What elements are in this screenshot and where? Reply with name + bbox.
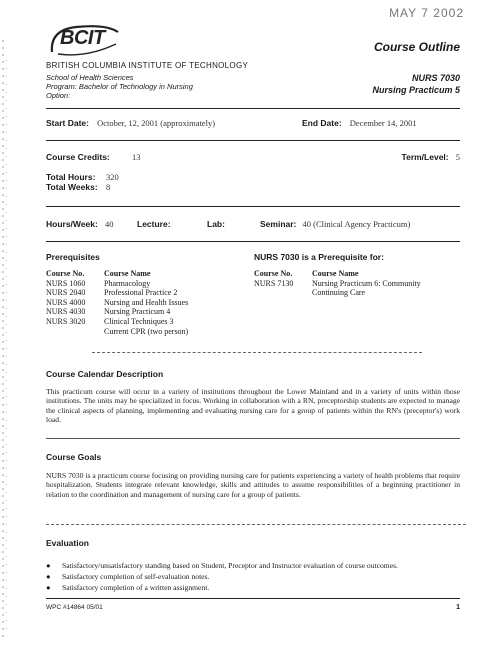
prerequisites-table [46,269,246,336]
course-credits-label: Course Credits: [46,152,110,162]
total-weeks-value: 8 [106,182,111,192]
end-date [302,118,417,128]
table-row [46,317,246,327]
total-hours [46,172,119,182]
total-hours-value: 320 [106,172,119,182]
prerequisites-divider [92,352,422,353]
table-row [254,279,464,289]
calendar-description: This practicum course will occur in a variety of institutions throughout the Lower Mainland and in a variety of units within those institutions. The units may be specialized in focus. Working in collaboration with a RN, preceptorship students are expected to manage the clinical aspects of planning, implementing and evaluating nursing care for a group of patients within the RN's (preceptor's) work load. [46,387,460,425]
course-name: Nursing and Health Issues [104,297,189,307]
lab-label: Lab: [207,219,225,229]
seminar-label: Seminar: [260,219,297,229]
evaluation-list [46,560,466,593]
bullet-icon: ● [46,583,51,592]
calendar-divider [46,438,460,439]
start-date [46,118,215,128]
table-row [46,307,246,317]
course-no: NURS 7130 [254,278,294,288]
evaluation-item-text: Satisfactory completion of a written assignment. [62,583,210,592]
list-item [46,582,466,593]
end-date-value: December 14, 2001 [349,118,417,128]
total-weeks-label: Total Weeks: [46,182,98,192]
table-row [254,288,464,298]
term-level [402,152,460,162]
prerequisite-for-header-row [254,269,464,279]
credits-divider [46,206,460,207]
calendar-heading: Course Calendar Description [46,369,164,379]
course-no: NURS 2040 [46,288,86,298]
dates-divider [46,140,460,141]
goals-heading: Course Goals [46,452,102,462]
col-course-name: Course Name [104,269,151,278]
hours-week-label: Hours/Week: [46,219,98,229]
total-hours-label: Total Hours: [46,172,96,182]
course-name: Nursing Practicum 4 [104,307,171,317]
form-number: WPC #14864 05/01 [46,604,103,611]
total-weeks [46,182,111,192]
col-course-no: Course No. [254,269,293,278]
course-credits [46,152,141,162]
course-no: NURS 4000 [46,297,86,307]
logo-wordmark: BCIT [60,27,105,49]
evaluation-heading: Evaluation [46,538,89,548]
prerequisites-header-row [46,269,246,279]
end-date-label: End Date: [302,118,342,128]
course-no: NURS 1060 [46,278,86,288]
course-name: Pharmacology [104,278,151,288]
start-date-value: October, 12, 2001 (approximately) [97,118,216,128]
school-info [46,73,193,100]
list-item [46,560,466,571]
header-divider [46,108,460,109]
table-row [46,298,246,308]
goals-divider [46,524,466,525]
course-name: Nursing Practicum 5 [372,85,460,95]
lecture-label: Lecture: [137,219,171,229]
scan-edge-noise [0,0,8,647]
bullet-icon: ● [46,572,51,581]
list-item [46,571,466,582]
option-label: Option: [46,91,71,100]
course-heading [372,72,460,96]
document-title: Course Outline [373,40,460,54]
col-course-no: Course No. [46,269,85,278]
course-no: NURS 4030 [46,307,86,317]
course-name: Nursing Practicum 6: Community [312,278,421,288]
course-name: Continuing Care [312,288,366,298]
evaluation-item-text: Satisfactory completion of self-evaluation notes. [62,572,210,581]
footer-divider [46,598,460,599]
start-date-label: Start Date: [46,118,89,128]
term-level-label: Term/Level: [401,152,449,162]
school-name: School of Health Sciences [46,73,134,82]
hours-per-week [46,219,113,229]
seminar-hours [260,219,410,229]
table-row [46,327,246,337]
lab-hours [207,219,225,229]
evaluation-item-text: Satisfactory/unsatisfactory standing based on Student, Preceptor and Instructor evaluation of course outcomes. [62,561,398,570]
prerequisite-for-table [254,269,464,298]
institute-name: BRITISH COLUMBIA INSTITUTE OF TECHNOLOGY [46,61,249,70]
received-date-stamp: MAY 7 2002 [389,6,464,20]
program-name: Program: Bachelor of Technology in Nursing [46,82,193,91]
lecture-hours [137,219,171,229]
page-number: 1 [456,604,460,611]
term-level-value: 5 [455,152,460,162]
prerequisite-for-heading: NURS 7030 is a Prerequisite for: [254,252,384,262]
course-no: NURS 3020 [46,316,86,326]
table-row [46,279,246,289]
course-code: NURS 7030 [411,73,460,83]
course-credits-value: 13 [132,152,141,162]
table-row [46,288,246,298]
course-name: Professional Practice 2 [104,288,178,298]
goals-description: NURS 7030 is a practicum course focusing on providing nursing care for patients experiencing a variety of health problems that require hospitalization. Students integrate relevant knowledge, skills and attitudes to assume responsibilities of a beginning practitioner in relation to the coordination and management of nursing care for a group of patients. [46,471,460,499]
col-course-name: Course Name [312,269,359,278]
course-name: Current CPR (two person) [104,326,189,336]
seminar-value: 40 (Clinical Agency Practicum) [302,219,411,229]
hours-week-value: 40 [104,219,114,229]
course-name: Clinical Techniques 3 [104,316,174,326]
prerequisites-heading: Prerequisites [46,252,100,262]
hours-divider [46,241,460,242]
bullet-icon: ● [46,561,51,570]
